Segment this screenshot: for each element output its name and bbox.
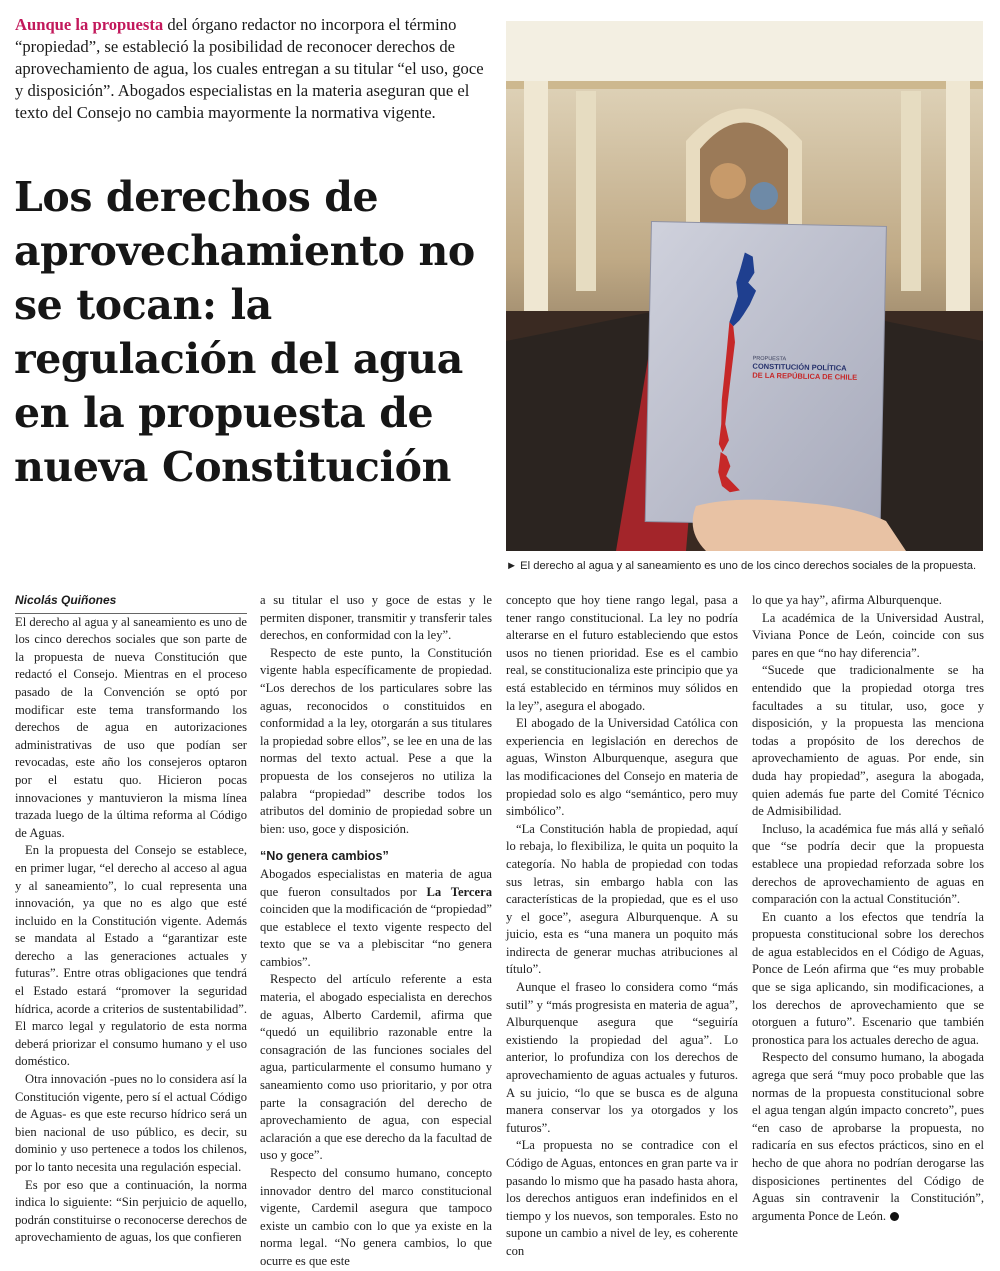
paragraph: Otra innovación -pues no lo considera así la Constitución vigente, pero sí el actual Código de Aguas- es que este recurso hídrico será un bien nacional de uso público, es decir, su dominio y uso pertenece a todos los chilenos, por lo tanto necesita una regulación especial. bbox=[15, 1072, 247, 1174]
paragraph: Es por eso que a continuación, la norma indica lo siguiente: “Sin perjuicio de aquello, podrán constituirse o reconocerse derechos de aprovechamiento de aguas, los que confieren bbox=[15, 1177, 247, 1245]
paragraph: En la propuesta del Consejo se establece, en primer lugar, “el derecho al acceso al agua y al saneamiento”, lo cual representa una innovación, ya que no es algo que esté incluido en la Constitución vigente. Además se mandata al Estado a “garantizar este derecho a las generaciones actuales y futuras”. Entre otras obligaciones que tendrá el Estado estará “promover la seguridad hídrica, acorde a criterios de sustentabilidad”. El marco legal y regulatorio de esta norma deberá priorizar el consumo humano y el uso doméstico. bbox=[15, 843, 247, 1069]
paragraph: Aunque el fraseo lo considera como “más sutil” y “más progresista en materia de agua”, Alburquenque asegura que “seguiría existiendo la propiedad del agua”. Lo anterior, lo profundiza con los derechos de aprovechamiento de aguas actuales y futuros. A su juicio, “lo que se busca es de alguna manera conservar los ya otorgados y los futuros”. bbox=[506, 980, 738, 1135]
paragraph: a su titular el uso y goce de estas y le permiten disponer, transmitir y transferir tales derechos, en conformidad con la ley”. bbox=[260, 593, 492, 643]
newspaper-name: La Tercera bbox=[426, 884, 492, 899]
byline: Nicolás Quiñones bbox=[15, 592, 247, 614]
paragraph-last bbox=[752, 1049, 984, 1225]
book-title-line3: DE LA REPÚBLICA DE CHILE bbox=[752, 370, 858, 382]
photo-caption: ► El derecho al agua y al saneamiento es uno de los cinco derechos sociales de la propuesta. bbox=[506, 560, 977, 572]
paragraph-text: Respecto del consumo humano, la abogada agrega que será “muy poco probable que las normas de la propuesta constitucional sobre el agua tengan algún impacto concreto”, pues “en caso de aprobarse la propuesta, no radicaría en sus efectos prácticos, sino en el hecho de que ahora no podrían derogarse las disposiciones pertinentes del Código de Aguas sin contravenir la Constitución”, argumenta Ponce de León. bbox=[752, 1050, 984, 1223]
paragraph-text: Abogados especialistas en materia de agua que fueron consultados por bbox=[260, 866, 492, 899]
paragraph: “La Constitución habla de propiedad, aquí lo rebaja, lo flexibiliza, le quita un poquito la categoría. No habla de propiedad con todas sus letras, sin embargo habla con las características de la propiedad, que es el uso y el goce”, asegura Alburquenque. A su juicio, esta es “una manera un poquito más indirecta de generar muchas atribuciones al título”. bbox=[506, 821, 738, 977]
book-title-line2: CONSTITUCIÓN POLÍTICA bbox=[752, 361, 847, 373]
end-of-article-icon bbox=[890, 1212, 899, 1221]
book-title-line1: PROPUESTA bbox=[752, 355, 787, 363]
column-2 bbox=[260, 592, 492, 1271]
paragraph-text: coinciden que la modificación de “propiedad” que establece el texto vigente respecto del texto que se va a plebiscitar “no genera cambios”. bbox=[260, 902, 492, 969]
paragraph: “Sucede que tradicionalmente se ha entendido que la propiedad otorga tres facultades a su titular, uso, goce y disposición, y la propuesta las menciona todas a propósito de los derechos de aprovechamiento de aguas. Por ende, sin duda hay propiedad”, asegura la abogada, quien además fue parte del Comité Técnico de Admisibilidad. bbox=[752, 663, 984, 819]
paragraph: Incluso, la académica fue más allá y señaló que “se podría decir que la propuesta establece una propiedad reforzada sobre los derechos de aprovechamiento de aguas en comparación con la actual Constitución”. bbox=[752, 821, 984, 907]
paragraph: El derecho al agua y al saneamiento es uno de los cinco derechos sociales que son parte de la propuesta de nueva Constitución que redactó el Consejo. Mientras en el proceso pasado de la Convención se optó por modificar este tema transformando los derechos de agua en autorizaciones administrativas de uso que podían ser revocadas, este año los consejeros optaron por el estatu quo. Hicieron pocas innovaciones y mantuvieron la misma línea trazada luego de la última reforma al Código de Aguas. bbox=[15, 614, 247, 840]
cornice bbox=[506, 81, 983, 89]
paragraph: concepto que hoy tiene rango legal, pasa a tener rango constitucional. La ley no podría alterarse en el futuro estableciendo que estos usos no tienen prioridad. Ese es el cambio real, se constitucionaliza este principio que ya está establecido en términos muy sólidos en la ley”, asegura el abogado. bbox=[506, 593, 738, 713]
headline: Los derechos de aprovechamiento no se tocan: la regulación del agua en la propuesta de nueva Constitución bbox=[14, 173, 475, 491]
book bbox=[645, 222, 886, 527]
column-right-2 bbox=[901, 91, 921, 291]
column-left-1 bbox=[524, 81, 548, 311]
paragraph: Respecto del artículo referente a esta materia, el abogado especialista en derechos de aguas, Alberto Cardemil, afirma que “quedó un equilibrio razonable entre la consagración de las funciones sociales del agua, particularmente el consumo humano y saneamiento como uso prioritario, y por otra parte la consagración del derecho de aprovechamiento de agua, con especial aclaración a que ese derecho da la facultad de uso y goce”. bbox=[260, 972, 492, 1163]
paragraph bbox=[260, 866, 492, 972]
column-left-2 bbox=[576, 91, 596, 291]
column-3 bbox=[506, 592, 738, 1261]
paragraph: lo que ya hay”, afirma Alburquenque. bbox=[752, 593, 942, 607]
paragraph: En cuanto a los efectos que tendría la propuesta constitucional sobre los derechos de agua establecidos en el Código de Aguas, Ponce de León afirma que “es muy probable que se siga aplicando, sin modificaciones, a los derechos de aprovechamiento que se otorguen a futuro”. Escenario que también pronostica para los actuales derecho de agua. bbox=[752, 909, 984, 1047]
mural-detail-2 bbox=[750, 182, 778, 210]
lede bbox=[15, 14, 485, 124]
mural-detail-1 bbox=[710, 163, 746, 199]
photo-constitution-book bbox=[506, 21, 983, 551]
column-right-1 bbox=[946, 81, 970, 311]
paragraph: Respecto de este punto, la Constitución vigente habla específicamente de propiedad. “Los derechos de los particulares sobre las aguas, reconocidos o constituidos en conformidad a la ley, otorgarán a sus titulares la propiedad sobre ellos”, se lee en una de las normas del texto actual. Pese a que la propuesta de los consejeros no utiliza la palabra “propiedad” describe todos los atributos del dominio de propiedad sobre un bien: uso, goce y disposición. bbox=[260, 645, 492, 836]
paragraph: “La propuesta no se contradice con el Código de Aguas, entonces en gran parte va ir pasando lo mismo que ha pasado hasta ahora, los derechos antiguos eran indefinidos en el tiempo y los nuevos, son temporales. Esto no supone un cambio a nivel de ley, es coherente con bbox=[506, 1138, 738, 1258]
column-1 bbox=[15, 592, 247, 1247]
lede-text: del órgano redactor no incorpora el término “propiedad”, se estableció la posibilidad de reconocer derechos de aprovechamiento de agua, los cuales entregan a su titular “el uso, goce y disposición”. Abogados especialistas en la materia aseguran que el texto del Consejo no cambia mayormente la normativa vigente. bbox=[15, 15, 484, 122]
lede-lead: Aunque la propuesta bbox=[15, 15, 164, 34]
column-4 bbox=[752, 592, 984, 1225]
paragraph: La académica de la Universidad Austral, Viviana Ponce de León, coincide con sus pares en que “no hay diferencia”. bbox=[752, 610, 984, 660]
paragraph: Respecto del consumo humano, concepto innovador dentro del marco constitucional vigente, Cardemil asegura que tampoco existe un cambio con lo que ya existe en la norma legal. “No genera cambios, lo que ocurre es que este bbox=[260, 1166, 492, 1268]
paragraph: El abogado de la Universidad Católica con experiencia en legislación en derechos de aguas, Winston Alburquenque, asegura que las modificaciones del Consejo en materia de propiedad solo es algo “semántico, pero muy simbólico”. bbox=[506, 716, 738, 819]
ceiling bbox=[506, 21, 983, 81]
photo-illustration bbox=[506, 21, 983, 551]
subhead: “No genera cambios” bbox=[260, 849, 389, 864]
